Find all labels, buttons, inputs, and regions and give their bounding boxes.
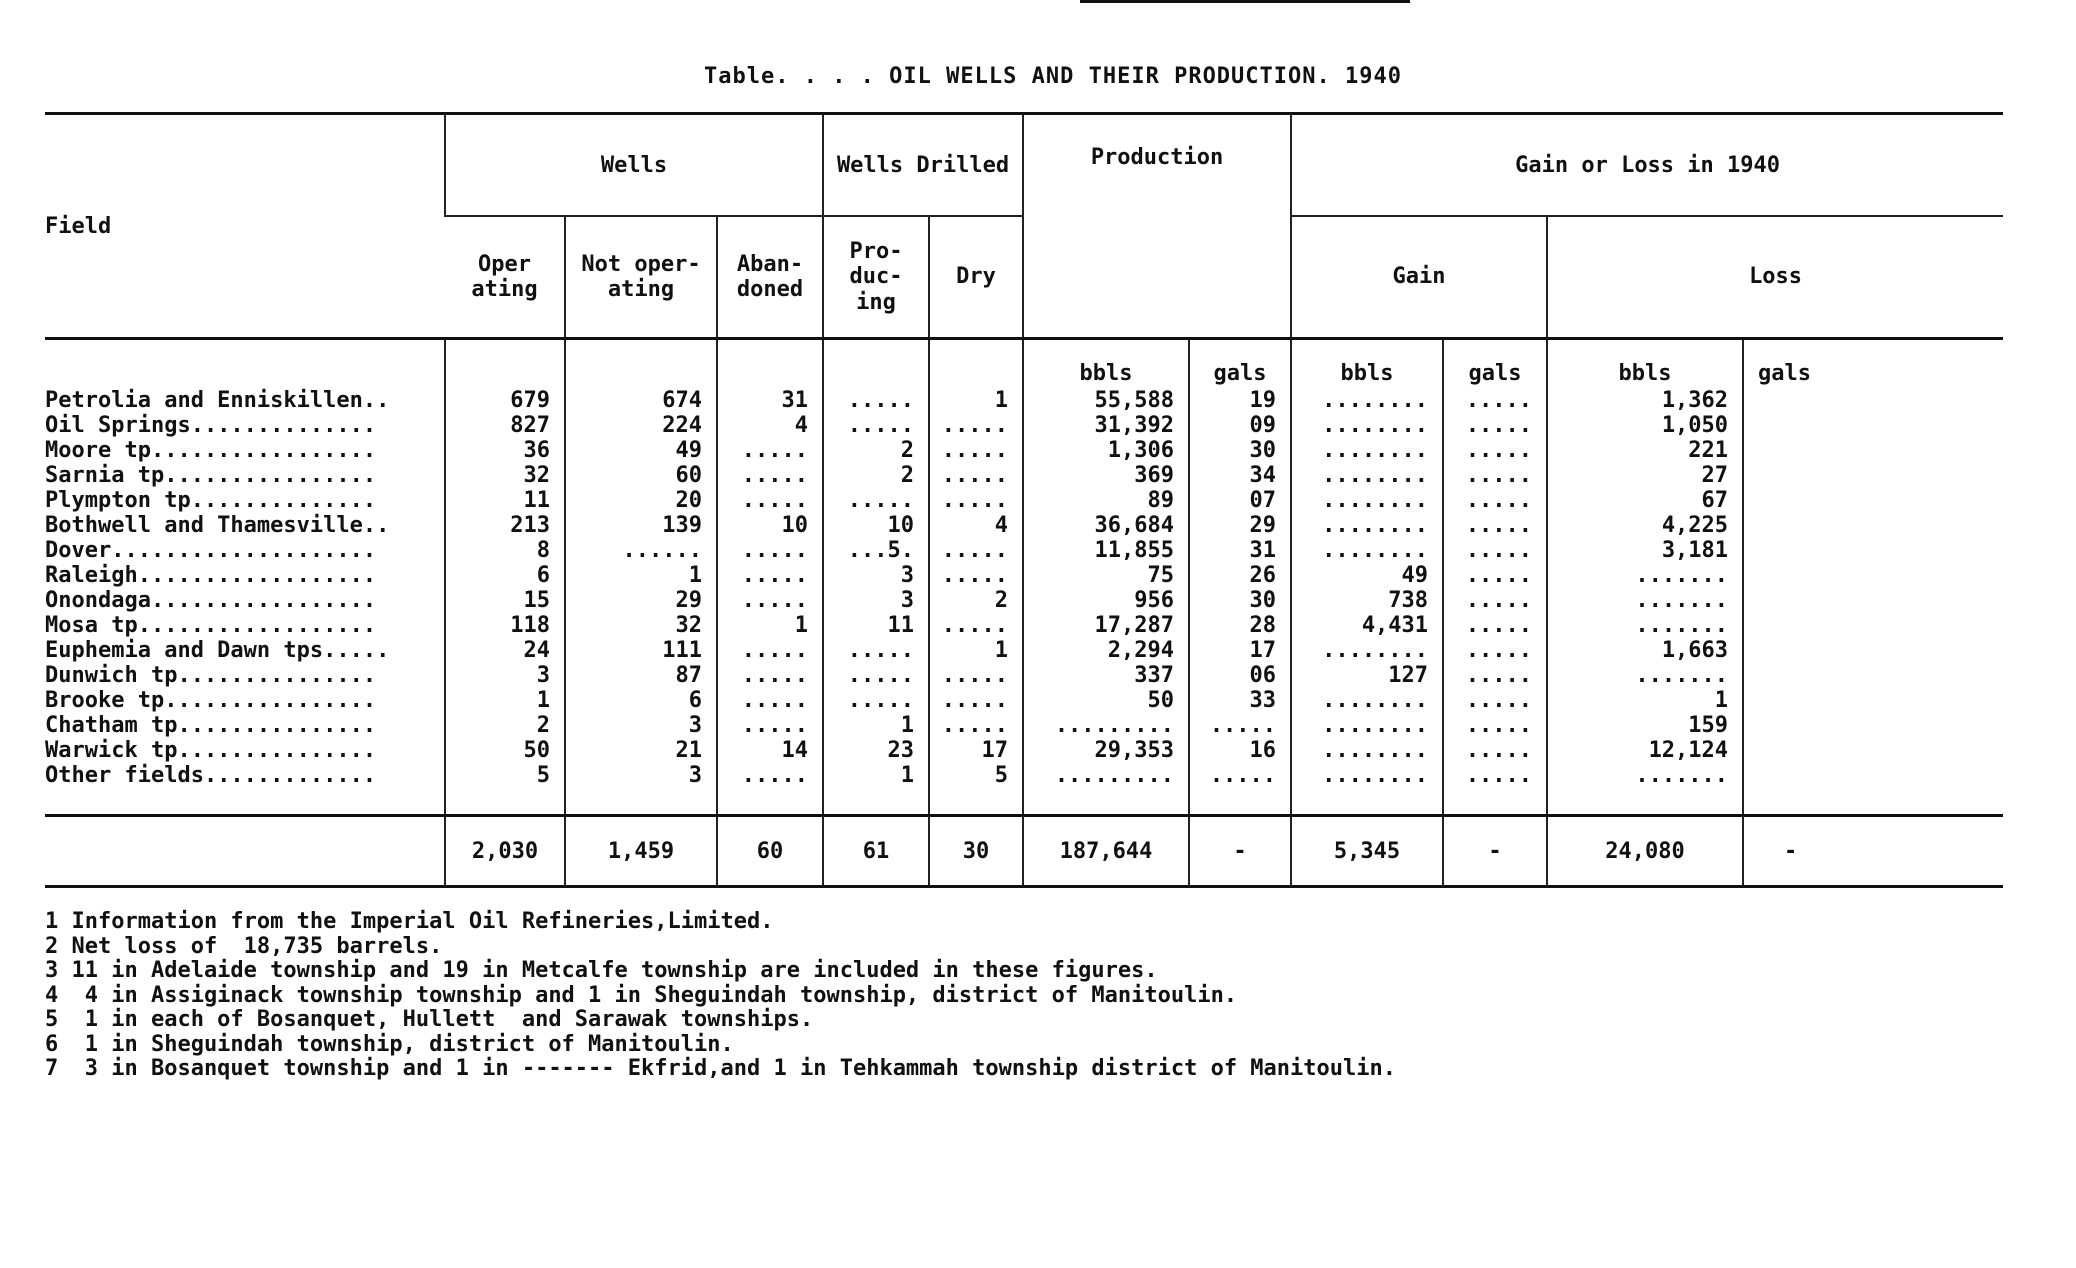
cell-operating: 679: [445, 388, 565, 413]
cell-field: Dover....................: [45, 538, 377, 563]
units-row: [45, 339, 2003, 389]
cell-field: Chatham tp...............: [45, 713, 377, 738]
cell-dry: 2: [929, 588, 1023, 613]
cell-dry: .....: [929, 663, 1023, 688]
spacer-row: [45, 788, 2003, 816]
unit-loss-bbls: bbls: [1547, 339, 1743, 389]
total-prod-bbls: 187,644: [1023, 816, 1189, 887]
cell-loss-gals: [1743, 688, 2003, 713]
cell-prod-bbls: 2,294: [1023, 638, 1189, 663]
cell-dry: .....: [929, 538, 1023, 563]
unit-gain-gals: gals: [1443, 339, 1547, 389]
cell-field: Onondaga.................: [45, 588, 377, 613]
spacer-cell: [1443, 788, 1547, 816]
cell-prod-bbls: 11,855: [1023, 538, 1189, 563]
table-row: [45, 438, 2003, 463]
cell-abandoned: .....: [717, 538, 823, 563]
cell-abandoned: .....: [717, 438, 823, 463]
cell-operating: 36: [445, 438, 565, 463]
cell-loss-bbls: 1,362: [1547, 388, 1743, 413]
cell-producing: ...5.: [823, 538, 929, 563]
cell-gain-bbls: ........: [1291, 538, 1443, 563]
spacer-cell: [1291, 788, 1443, 816]
table-title: Table. . . . OIL WELLS AND THEIR PRODUCTION. 1940: [703, 64, 1402, 89]
cell-gain-gals: .....: [1443, 538, 1547, 563]
cell-dry: .....: [929, 413, 1023, 438]
cell-dry: 1: [929, 638, 1023, 663]
total-loss-gals: -: [1743, 816, 2003, 887]
cell-prod-bbls: 1,306: [1023, 438, 1189, 463]
cell-abandoned: .....: [717, 463, 823, 488]
cell-abandoned: 14: [717, 738, 823, 763]
cell-not-operating: 21: [565, 738, 717, 763]
table-body: [45, 339, 2003, 887]
cell-loss-gals: [1743, 388, 2003, 413]
cell-loss-bbls: 159: [1547, 713, 1743, 738]
cell-loss-bbls: 1,663: [1547, 638, 1743, 663]
cell-not-operating: ......: [565, 538, 717, 563]
cell-loss-bbls: 1,050: [1547, 413, 1743, 438]
cell-gain-gals: .....: [1443, 563, 1547, 588]
cell-gain-gals: .....: [1443, 688, 1547, 713]
cell-not-operating: 139: [565, 513, 717, 538]
cell-producing: .....: [823, 413, 929, 438]
footnotes: [45, 910, 1396, 1082]
cell-prod-bbls: 17,287: [1023, 613, 1189, 638]
cell-gain-bbls: ........: [1291, 488, 1443, 513]
cell-operating: 2: [445, 713, 565, 738]
cell-producing: 23: [823, 738, 929, 763]
cell-dry: 4: [929, 513, 1023, 538]
cell-abandoned: .....: [717, 688, 823, 713]
cell-gain-bbls: ........: [1291, 463, 1443, 488]
cell-prod-bbls: 31,392: [1023, 413, 1189, 438]
cell-loss-gals: [1743, 638, 2003, 663]
cell-prod-bbls: 89: [1023, 488, 1189, 513]
header-producing: Pro- duc- ing: [823, 216, 929, 339]
header-operating: Oper ating: [445, 216, 565, 339]
cell-loss-bbls: 27: [1547, 463, 1743, 488]
cell-gain-bbls: ........: [1291, 713, 1443, 738]
total-not-operating: 1,459: [565, 816, 717, 887]
cell-loss-bbls: 67: [1547, 488, 1743, 513]
cell-not-operating: 3: [565, 763, 717, 788]
cell-gain-gals: .....: [1443, 388, 1547, 413]
cell-operating: 1: [445, 688, 565, 713]
cell-operating: 118: [445, 613, 565, 638]
cell-prod-gals: 06: [1189, 663, 1291, 688]
unit-loss-gals: gals: [1743, 339, 2003, 389]
cell-field: Petrolia and Enniskillen..: [45, 388, 390, 413]
cell-not-operating: 3: [565, 713, 717, 738]
cell-prod-bbls: 956: [1023, 588, 1189, 613]
cell-not-operating: 49: [565, 438, 717, 463]
cell-gain-gals: .....: [1443, 663, 1547, 688]
cell-loss-bbls: .......: [1547, 663, 1743, 688]
total-operating: 2,030: [445, 816, 565, 887]
cell-not-operating: 224: [565, 413, 717, 438]
header-field: Field: [45, 114, 445, 339]
cell-loss-bbls: .......: [1547, 563, 1743, 588]
spacer-cell: [1023, 788, 1189, 816]
cell-loss-gals: [1743, 613, 2003, 638]
cell-operating: 213: [445, 513, 565, 538]
cell-gain-gals: .....: [1443, 638, 1547, 663]
cell-dry: .....: [929, 438, 1023, 463]
cell-prod-gals: 31: [1189, 538, 1291, 563]
unit-prod-bbls: bbls: [1023, 339, 1189, 389]
cell-operating: 827: [445, 413, 565, 438]
cell-producing: 2: [823, 463, 929, 488]
cell-field: Other fields.............: [45, 763, 377, 788]
header-gain: Gain: [1291, 216, 1547, 339]
cell-producing: .....: [823, 388, 929, 413]
cell-not-operating: 87: [565, 663, 717, 688]
cell-loss-gals: [1743, 538, 2003, 563]
cell-dry: 5: [929, 763, 1023, 788]
top-rule: [1080, 0, 1410, 3]
cell-gain-gals: .....: [1443, 713, 1547, 738]
cell-gain-gals: .....: [1443, 738, 1547, 763]
cell-abandoned: 4: [717, 413, 823, 438]
cell-abandoned: .....: [717, 663, 823, 688]
total-dry: 30: [929, 816, 1023, 887]
cell-prod-bbls: 29,353: [1023, 738, 1189, 763]
cell-producing: 2: [823, 438, 929, 463]
cell-gain-gals: .....: [1443, 763, 1547, 788]
spacer-cell: [45, 788, 445, 816]
cell-not-operating: 20: [565, 488, 717, 513]
total-prod-gals: -: [1189, 816, 1291, 887]
cell-prod-gals: 09: [1189, 413, 1291, 438]
cell-field: Dunwich tp...............: [45, 663, 377, 688]
cell-prod-bbls: .........: [1023, 713, 1189, 738]
footnote: 1 Information from the Imperial Oil Refineries,Limited.: [45, 909, 774, 934]
cell-gain-bbls: ........: [1291, 738, 1443, 763]
cell-loss-bbls: 221: [1547, 438, 1743, 463]
cell-dry: .....: [929, 488, 1023, 513]
cell-prod-gals: .....: [1189, 713, 1291, 738]
cell-prod-gals: 19: [1189, 388, 1291, 413]
cell-abandoned: .....: [717, 563, 823, 588]
cell-gain-bbls: ........: [1291, 438, 1443, 463]
table-row: [45, 513, 2003, 538]
cell-field: Oil Springs..............: [45, 413, 377, 438]
cell-prod-gals: 17: [1189, 638, 1291, 663]
header-production: Production: [1023, 114, 1291, 339]
cell-loss-gals: [1743, 563, 2003, 588]
table-row: [45, 763, 2003, 788]
cell-gain-gals: .....: [1443, 413, 1547, 438]
cell-abandoned: .....: [717, 638, 823, 663]
table-row: [45, 613, 2003, 638]
cell-field: Warwick tp...............: [45, 738, 377, 763]
cell-loss-bbls: 3,181: [1547, 538, 1743, 563]
table-row: [45, 488, 2003, 513]
cell-gain-gals: .....: [1443, 588, 1547, 613]
cell-dry: .....: [929, 563, 1023, 588]
footnote: 3 11 in Adelaide township and 19 in Metcalfe township are included in these figures.: [45, 958, 1158, 983]
cell-dry: 17: [929, 738, 1023, 763]
cell-producing: 10: [823, 513, 929, 538]
cell-prod-gals: 16: [1189, 738, 1291, 763]
spacer-cell: [823, 788, 929, 816]
cell-loss-gals: [1743, 413, 2003, 438]
unit-prod-gals: gals: [1189, 339, 1291, 389]
cell-loss-bbls: .......: [1547, 588, 1743, 613]
cell-prod-bbls: 369: [1023, 463, 1189, 488]
cell-gain-bbls: 4,431: [1291, 613, 1443, 638]
footnote: 7 3 in Bosanquet township and 1 in ------- Ekfrid,and 1 in Tehkammah township district of Manitoulin.: [45, 1056, 1397, 1081]
cell-producing: 1: [823, 763, 929, 788]
cell-abandoned: .....: [717, 763, 823, 788]
table-row: [45, 738, 2003, 763]
cell-gain-gals: .....: [1443, 438, 1547, 463]
cell-field: Plympton tp..............: [45, 488, 377, 513]
footnote: 2 Net loss of 18,735 barrels.: [45, 933, 443, 959]
cell-prod-bbls: 75: [1023, 563, 1189, 588]
cell-loss-bbls: 4,225: [1547, 513, 1743, 538]
cell-prod-gals: 30: [1189, 588, 1291, 613]
header-not-operating: Not oper- ating: [565, 216, 717, 339]
cell-loss-gals: [1743, 488, 2003, 513]
cell-loss-bbls: .......: [1547, 613, 1743, 638]
totals-row: [45, 816, 2003, 887]
cell-loss-gals: [1743, 713, 2003, 738]
cell-gain-bbls: ........: [1291, 388, 1443, 413]
cell-abandoned: 10: [717, 513, 823, 538]
cell-prod-gals: 28: [1189, 613, 1291, 638]
cell-producing: .....: [823, 638, 929, 663]
cell-operating: 32: [445, 463, 565, 488]
cell-prod-gals: 26: [1189, 563, 1291, 588]
cell-field: Moore tp.................: [45, 438, 377, 463]
total-gain-gals: -: [1443, 816, 1547, 887]
cell-prod-bbls: 55,588: [1023, 388, 1189, 413]
spacer-cell: [445, 788, 565, 816]
spacer-cell: [929, 788, 1023, 816]
cell-dry: 1: [929, 388, 1023, 413]
cell-dry: .....: [929, 713, 1023, 738]
total-field: [45, 816, 445, 887]
cell-loss-gals: [1743, 663, 2003, 688]
cell-not-operating: 60: [565, 463, 717, 488]
cell-gain-gals: .....: [1443, 463, 1547, 488]
cell-loss-bbls: .......: [1547, 763, 1743, 788]
cell-producing: 3: [823, 588, 929, 613]
footnote: 4 4 in Assiginack township township and 1 in Sheguindah township, district of Manitoulin.: [45, 982, 1238, 1008]
cell-gain-gals: .....: [1443, 613, 1547, 638]
header-wells: Wells: [445, 114, 823, 217]
spacer-cell: [1189, 788, 1291, 816]
cell-operating: 15: [445, 588, 565, 613]
table-row: [45, 538, 2003, 563]
cell-operating: 5: [445, 763, 565, 788]
cell-prod-gals: 30: [1189, 438, 1291, 463]
cell-field: Bothwell and Thamesville..: [45, 513, 390, 538]
cell-producing: .....: [823, 663, 929, 688]
cell-gain-bbls: 49: [1291, 563, 1443, 588]
cell-not-operating: 111: [565, 638, 717, 663]
table-row: [45, 638, 2003, 663]
cell-gain-gals: .....: [1443, 513, 1547, 538]
cell-producing: .....: [823, 688, 929, 713]
cell-operating: 50: [445, 738, 565, 763]
cell-not-operating: 1: [565, 563, 717, 588]
header-gain-or-loss: Gain or Loss in 1940: [1291, 114, 2003, 217]
table-row: [45, 463, 2003, 488]
cell-loss-gals: [1743, 438, 2003, 463]
cell-not-operating: 32: [565, 613, 717, 638]
cell-loss-bbls: 12,124: [1547, 738, 1743, 763]
cell-prod-gals: 34: [1189, 463, 1291, 488]
header-loss: Loss: [1547, 216, 2003, 339]
cell-loss-gals: [1743, 588, 2003, 613]
cell-dry: .....: [929, 463, 1023, 488]
cell-not-operating: 29: [565, 588, 717, 613]
cell-gain-bbls: ........: [1291, 413, 1443, 438]
spacer-cell: [1547, 788, 1743, 816]
spacer-cell: [717, 788, 823, 816]
cell-prod-bbls: 337: [1023, 663, 1189, 688]
header-dry: Dry: [929, 216, 1023, 339]
total-abandoned: 60: [717, 816, 823, 887]
cell-not-operating: 6: [565, 688, 717, 713]
table-row: [45, 663, 2003, 688]
cell-not-operating: 674: [565, 388, 717, 413]
cell-loss-gals: [1743, 763, 2003, 788]
table-row: [45, 388, 2003, 413]
cell-field: Raleigh..................: [45, 563, 377, 588]
cell-gain-bbls: ........: [1291, 513, 1443, 538]
cell-field: Sarnia tp................: [45, 463, 377, 488]
cell-loss-gals: [1743, 513, 2003, 538]
cell-operating: 24: [445, 638, 565, 663]
cell-prod-gals: 33: [1189, 688, 1291, 713]
cell-gain-bbls: 738: [1291, 588, 1443, 613]
cell-operating: 6: [445, 563, 565, 588]
spacer-cell: [565, 788, 717, 816]
cell-prod-bbls: 50: [1023, 688, 1189, 713]
total-gain-bbls: 5,345: [1291, 816, 1443, 887]
table-row: [45, 563, 2003, 588]
table-row: [45, 588, 2003, 613]
cell-operating: 8: [445, 538, 565, 563]
cell-abandoned: 31: [717, 388, 823, 413]
header-wells-drilled: Wells Drilled: [823, 114, 1023, 217]
header-abandoned: Aban- doned: [717, 216, 823, 339]
cell-prod-bbls: 36,684: [1023, 513, 1189, 538]
cell-producing: 3: [823, 563, 929, 588]
cell-abandoned: .....: [717, 588, 823, 613]
cell-operating: 11: [445, 488, 565, 513]
total-loss-bbls: 24,080: [1547, 816, 1743, 887]
cell-dry: .....: [929, 613, 1023, 638]
footnote: 5 1 in each of Bosanquet, Hullett and Sarawak townships.: [45, 1007, 814, 1032]
cell-abandoned: 1: [717, 613, 823, 638]
cell-prod-bbls: .........: [1023, 763, 1189, 788]
table-row: [45, 413, 2003, 438]
cell-loss-gals: [1743, 463, 2003, 488]
cell-gain-bbls: ........: [1291, 688, 1443, 713]
cell-loss-gals: [1743, 738, 2003, 763]
cell-field: Euphemia and Dawn tps.....: [45, 638, 390, 663]
cell-operating: 3: [445, 663, 565, 688]
cell-prod-gals: .....: [1189, 763, 1291, 788]
cell-gain-bbls: 127: [1291, 663, 1443, 688]
cell-field: Mosa tp..................: [45, 613, 377, 638]
cell-field: Brooke tp................: [45, 688, 377, 713]
table-row: [45, 713, 2003, 738]
unit-gain-bbls: bbls: [1291, 339, 1443, 389]
cell-gain-bbls: ........: [1291, 638, 1443, 663]
cell-producing: .....: [823, 488, 929, 513]
oil-wells-table: [45, 112, 2003, 888]
spacer-cell: [1743, 788, 2003, 816]
cell-abandoned: .....: [717, 713, 823, 738]
cell-gain-bbls: ........: [1291, 763, 1443, 788]
cell-gain-gals: .....: [1443, 488, 1547, 513]
cell-abandoned: .....: [717, 488, 823, 513]
table-row: [45, 688, 2003, 713]
cell-prod-gals: 07: [1189, 488, 1291, 513]
cell-dry: .....: [929, 688, 1023, 713]
cell-prod-gals: 29: [1189, 513, 1291, 538]
total-producing: 61: [823, 816, 929, 887]
cell-producing: 1: [823, 713, 929, 738]
cell-producing: 11: [823, 613, 929, 638]
footnote: 6 1 in Sheguindah township, district of Manitoulin.: [45, 1031, 734, 1057]
cell-loss-bbls: 1: [1547, 688, 1743, 713]
